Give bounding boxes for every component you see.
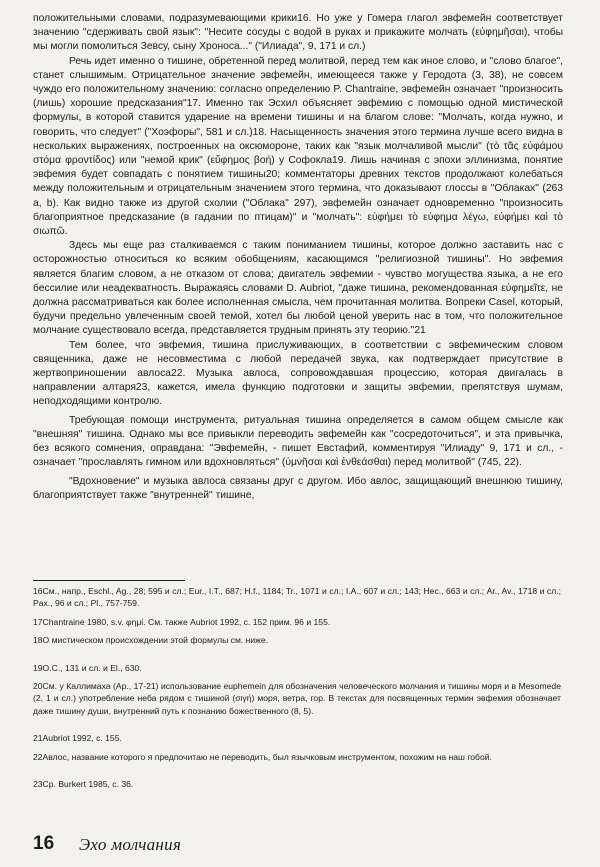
footnote-separator — [33, 580, 185, 581]
footnote-23: 23Ср. Burkert 1985, с. 36. — [33, 779, 134, 790]
footnote-18: 18О мистическом происхождении этой формулы см. ниже. — [33, 635, 269, 646]
footnote-21: 21Aubriot 1992, с. 155. — [33, 733, 122, 744]
footnote-22: 22Авлос, название которого я предпочитаю не переводить, был язычковым инструментом, похожим на наш гобой. — [33, 751, 492, 762]
paragraph-2: Речь идет именно о тишине, обретенной перед молитвой, перед тем как иное слово, и "слово благое", станет слышимым. Отрицательное значение эвфемейн, имеющееся также у Геродота (3, 38), не совсем чуждо его положительному значению: согласно определению P. Chantraine, эвфемейн означает "произносить (лишь) хорошие предсказания"17. Именно так Эсхил объясняет эвфемию с помощью одной мистической формулы, в которой ставится ударение на времени тишины и на благом слове: "Молчать, когда нужно, и говорить, что следует" ("Хоэфоры", 581 и сл.)18. Насыщенность значения этого термина лучше всего видна в нескольких выражениях, построенных на оксюмороне, таких как "язык молчаливой мысли" (τὸ τᾶς εὐφάμου στόμα φροντίδος) или "немой крик" (εὔφημος βοή) у Софокла19. Лишь начиная с эпохи эллинизма, понятие эвфемия будет совпадать с понятием тишины20; комментаторы древних текстов продолжают колебаться между положительным и отрицательным значением этого термина, что доказывают глоссы в "Облаках" (263 a, b). Как видно также из другой схолии ("Облака" 297), эвфемейн означает одновременно "произносить благоприятное предсказание (в гадании по птицам)" и "молчать": εὐφήμει τὸ εὐφημα λέγω, εὐφήμει καὶ τὸ σιωπῶ. — [33, 55, 563, 238]
page-footer — [33, 833, 563, 857]
paragraph-5: Требующая помощи инструмента, ритуальная тишина определяется в самом общем смысле как "внешняя" тишина. Однако мы все привыкли переводить эвфемейн как "сосредоточиться", и эта привычка, без всякого сомнения, оправдана: "Эвфемейн, - пишет Евстафий, комментируя "Илиаду" 9, 171 и сл., - означает "прославлять гимном или вдохновляться" (ὑμνῆσαι καὶ ἐνθεάσθαι) перед молитвой" (745, 22). — [33, 414, 563, 469]
running-title: Эхо молчания — [79, 835, 182, 854]
footnotes — [33, 585, 561, 790]
paragraph-1: положительными словами, подразумевающими крики16. Но уже у Гомера глагол эвфемейн соответствует значению "сдерживать свой язык": "Несите сосуды с водой в руках и прикажите молчать (εὐφημῆσαι), чтобы мы могли помолиться Зевсу, сыну Хроноса..." ("Илиада", 9, 171 и сл.) — [33, 13, 563, 53]
main-text — [33, 12, 563, 503]
paragraph-6: "Вдохновение" и музыка авлоса связаны друг с другом. Ибо авлос, защищающий внешнюю тишину, благоприятствует также "внутренней" тишине, — [33, 475, 563, 501]
paragraph-4: Тем более, что эвфемия, тишина прислуживающих, в соответствии с эвфемическим словом священника, даже не несовместима с любой передачей звука, как подтверждает присутствие в жертвоприношении авлоса22. Музыка авлоса, сопровождавшая процессию, которая двигалась в направлении алтаря23, кажется, имела функцию подготовки и защиты эвфемии, препятствуя шумам, неподходящими контролю. — [33, 339, 563, 408]
paragraph-3: Здесь мы еще раз сталкиваемся с таким пониманием тишины, которое должно заставить нас с осторожностью относиться ко всяким обобщениям, касающимся "религиозной тишины". Но эвфемия является благим словом, а не отказом от слова; двигатель эвфемии - чувство могущества языка, а не его бессилие или неадекватность. Выражаясь словами D. Aubriot, "даже тишина, рекомендованная εὐφημεῖτε, не должна рассматриваться как более исполненная смысла, чем прочитанная молитва. Вопреки Casel, который, будучи предельно увлеченным своей темой, хотел бы любой ценой уверить нас в том, что положительное молчание существовало всегда, представляется трудным принять эту теорию."21 — [33, 240, 563, 337]
footnote-19: 19O.C., 131 и сл. и El., 630. — [33, 662, 142, 673]
footnote-20: 20См. у Каллимаха (Ap., 17-21) использование euphemein для обозначения человеческого молчания и тишины моря и в Mesomede (2, 1 и сл.) употребление неба рядом с тишиной (σιγή) моря, ветра, гор. В текстах для посвященных термин эвфемия обозначает даже тишину души, внутренний путь к познанию божественного (8, 5). — [33, 681, 561, 716]
footnote-17: 17Chantraine 1980, s.v. φημί. См. также Aubriot 1992, с. 152 прим. 96 и 155. — [33, 616, 331, 627]
page-number: 16 — [33, 833, 55, 854]
footnote-16: 16См., напр., Eschl., Ag., 28; 595 и сл.; Eur., I.T., 687; H.f., 1184; Tr., 1071 и сл.; I.A., 607 и сл.; 143; Hec., 663 и сл.; Ar., Av., 1718 и сл.; Pax., 96 и сл.; Pl., 757-759. — [33, 586, 561, 609]
